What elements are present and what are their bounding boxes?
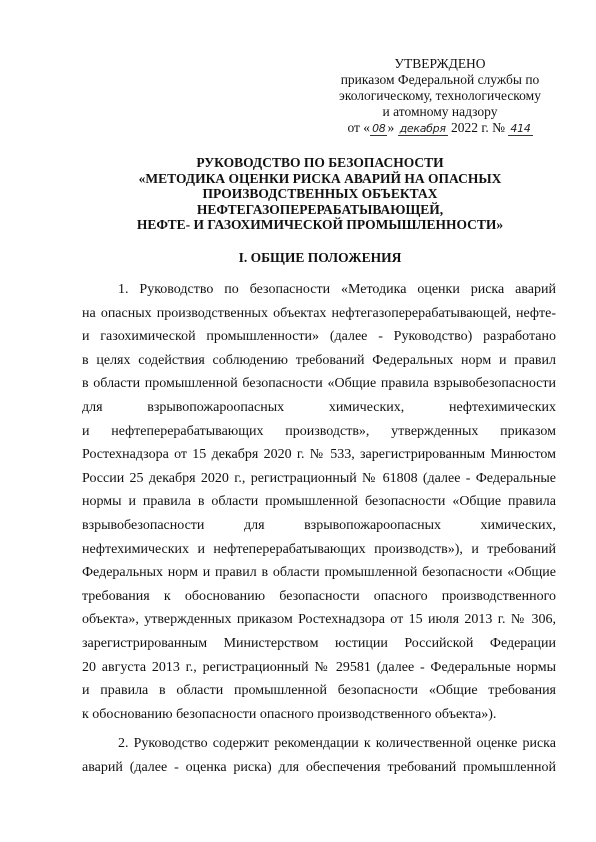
text-line: в области промышленной безопасности «Общие правила взрывобезопасности: [82, 376, 556, 392]
approval-stamp: [320, 56, 560, 137]
approval-line-2: приказом Федеральной службы по: [340, 72, 540, 87]
paragraph-2: [82, 732, 556, 779]
text-line: в целях содействия соблюдению требований Федеральных норм и правил: [82, 352, 556, 368]
text-line: 1. Руководство по безопасности «Методика оценки риска аварий: [118, 282, 556, 297]
document-title: [110, 155, 530, 233]
document-body: [82, 278, 556, 779]
text-line: объекта», утвержденных приказом Ростехнадзора от 15 июля 2013 г. № 306,: [82, 612, 556, 628]
text-line: Федеральных норм и правил в области промышленной безопасности «Общие: [82, 565, 556, 581]
text-line: на опасных производственных объектах нефтегазоперерабатывающей, нефте-: [82, 305, 556, 321]
date-month: декабря: [399, 122, 446, 135]
text-line: и газохимической промышленности» (далее - Руководство) разработано: [82, 329, 556, 345]
order-number: 414: [510, 122, 531, 135]
paragraph-1: [82, 278, 556, 726]
text-line: и нефтеперерабатывающих производств», утвержденных приказом: [82, 423, 556, 439]
text-line: и правила в области промышленной безопасности «Общие требования: [82, 683, 556, 699]
text-line: зарегистрированным Министерством юстиции Российской Федерации: [82, 635, 556, 651]
text-line: для взрывопожароопасных химических, нефтехимических: [82, 399, 556, 415]
approval-date-line: [320, 120, 560, 137]
approval-heading: УТВЕРЖДЕНО: [394, 56, 486, 71]
text-line: требования к обоснованию безопасности опасного производственного: [82, 588, 556, 604]
date-mid: »: [387, 120, 398, 135]
text-line: нефтехимических и нефтеперерабатывающих производств»), и требований: [82, 541, 556, 557]
approval-line-3: экологическому, технологическому: [339, 88, 541, 103]
text-line: аварий (далее - оценка риска) для обеспечения требований промышленной: [82, 759, 556, 775]
title-line-4: НЕФТЕГАЗОПЕРЕРАБАТЫВАЮЩЕЙ,: [196, 201, 444, 217]
text-line: 20 августа 2013 г., регистрационный № 29581 (далее - Федеральные нормы: [82, 659, 556, 675]
text-line: России 25 декабря 2020 г., регистрационный № 61808 (далее - Федеральные: [82, 470, 556, 486]
approval-line-4: и атомному надзору: [382, 104, 498, 119]
title-line-3: ПРОИЗВОДСТВЕННЫХ ОБЪЕКТАХ: [202, 186, 438, 201]
title-line-1: РУКОВОДСТВО ПО БЕЗОПАСНОСТИ: [196, 155, 444, 170]
section-heading: I. ОБЩИЕ ПОЛОЖЕНИЯ: [238, 250, 402, 265]
title-line-5: НЕФТЕ- И ГАЗОХИМИЧЕСКОЙ ПРОМЫШЛЕННОСТИ»: [136, 217, 504, 232]
text-line: к обоснованию безопасности опасного производственного объекта»).: [82, 706, 497, 722]
title-line-2: «МЕТОДИКА ОЦЕНКИ РИСКА АВАРИЙ НА ОПАСНЫХ: [138, 170, 502, 186]
text-line: взрывобезопасности для взрывопожароопасных химических,: [82, 517, 556, 533]
text-line: Ростехнадзора от 15 декабря 2020 г. № 533, зарегистрированным Минюстом: [82, 447, 556, 463]
text-line: нормы и правила в области промышленной безопасности «Общие правила: [82, 494, 556, 510]
text-line: 2. Руководство содержит рекомендации к количественной оценке риска: [118, 736, 556, 752]
date-day: 08: [372, 122, 386, 135]
date-prefix: от «: [347, 120, 371, 135]
date-year: 2022 г. №: [447, 120, 509, 135]
